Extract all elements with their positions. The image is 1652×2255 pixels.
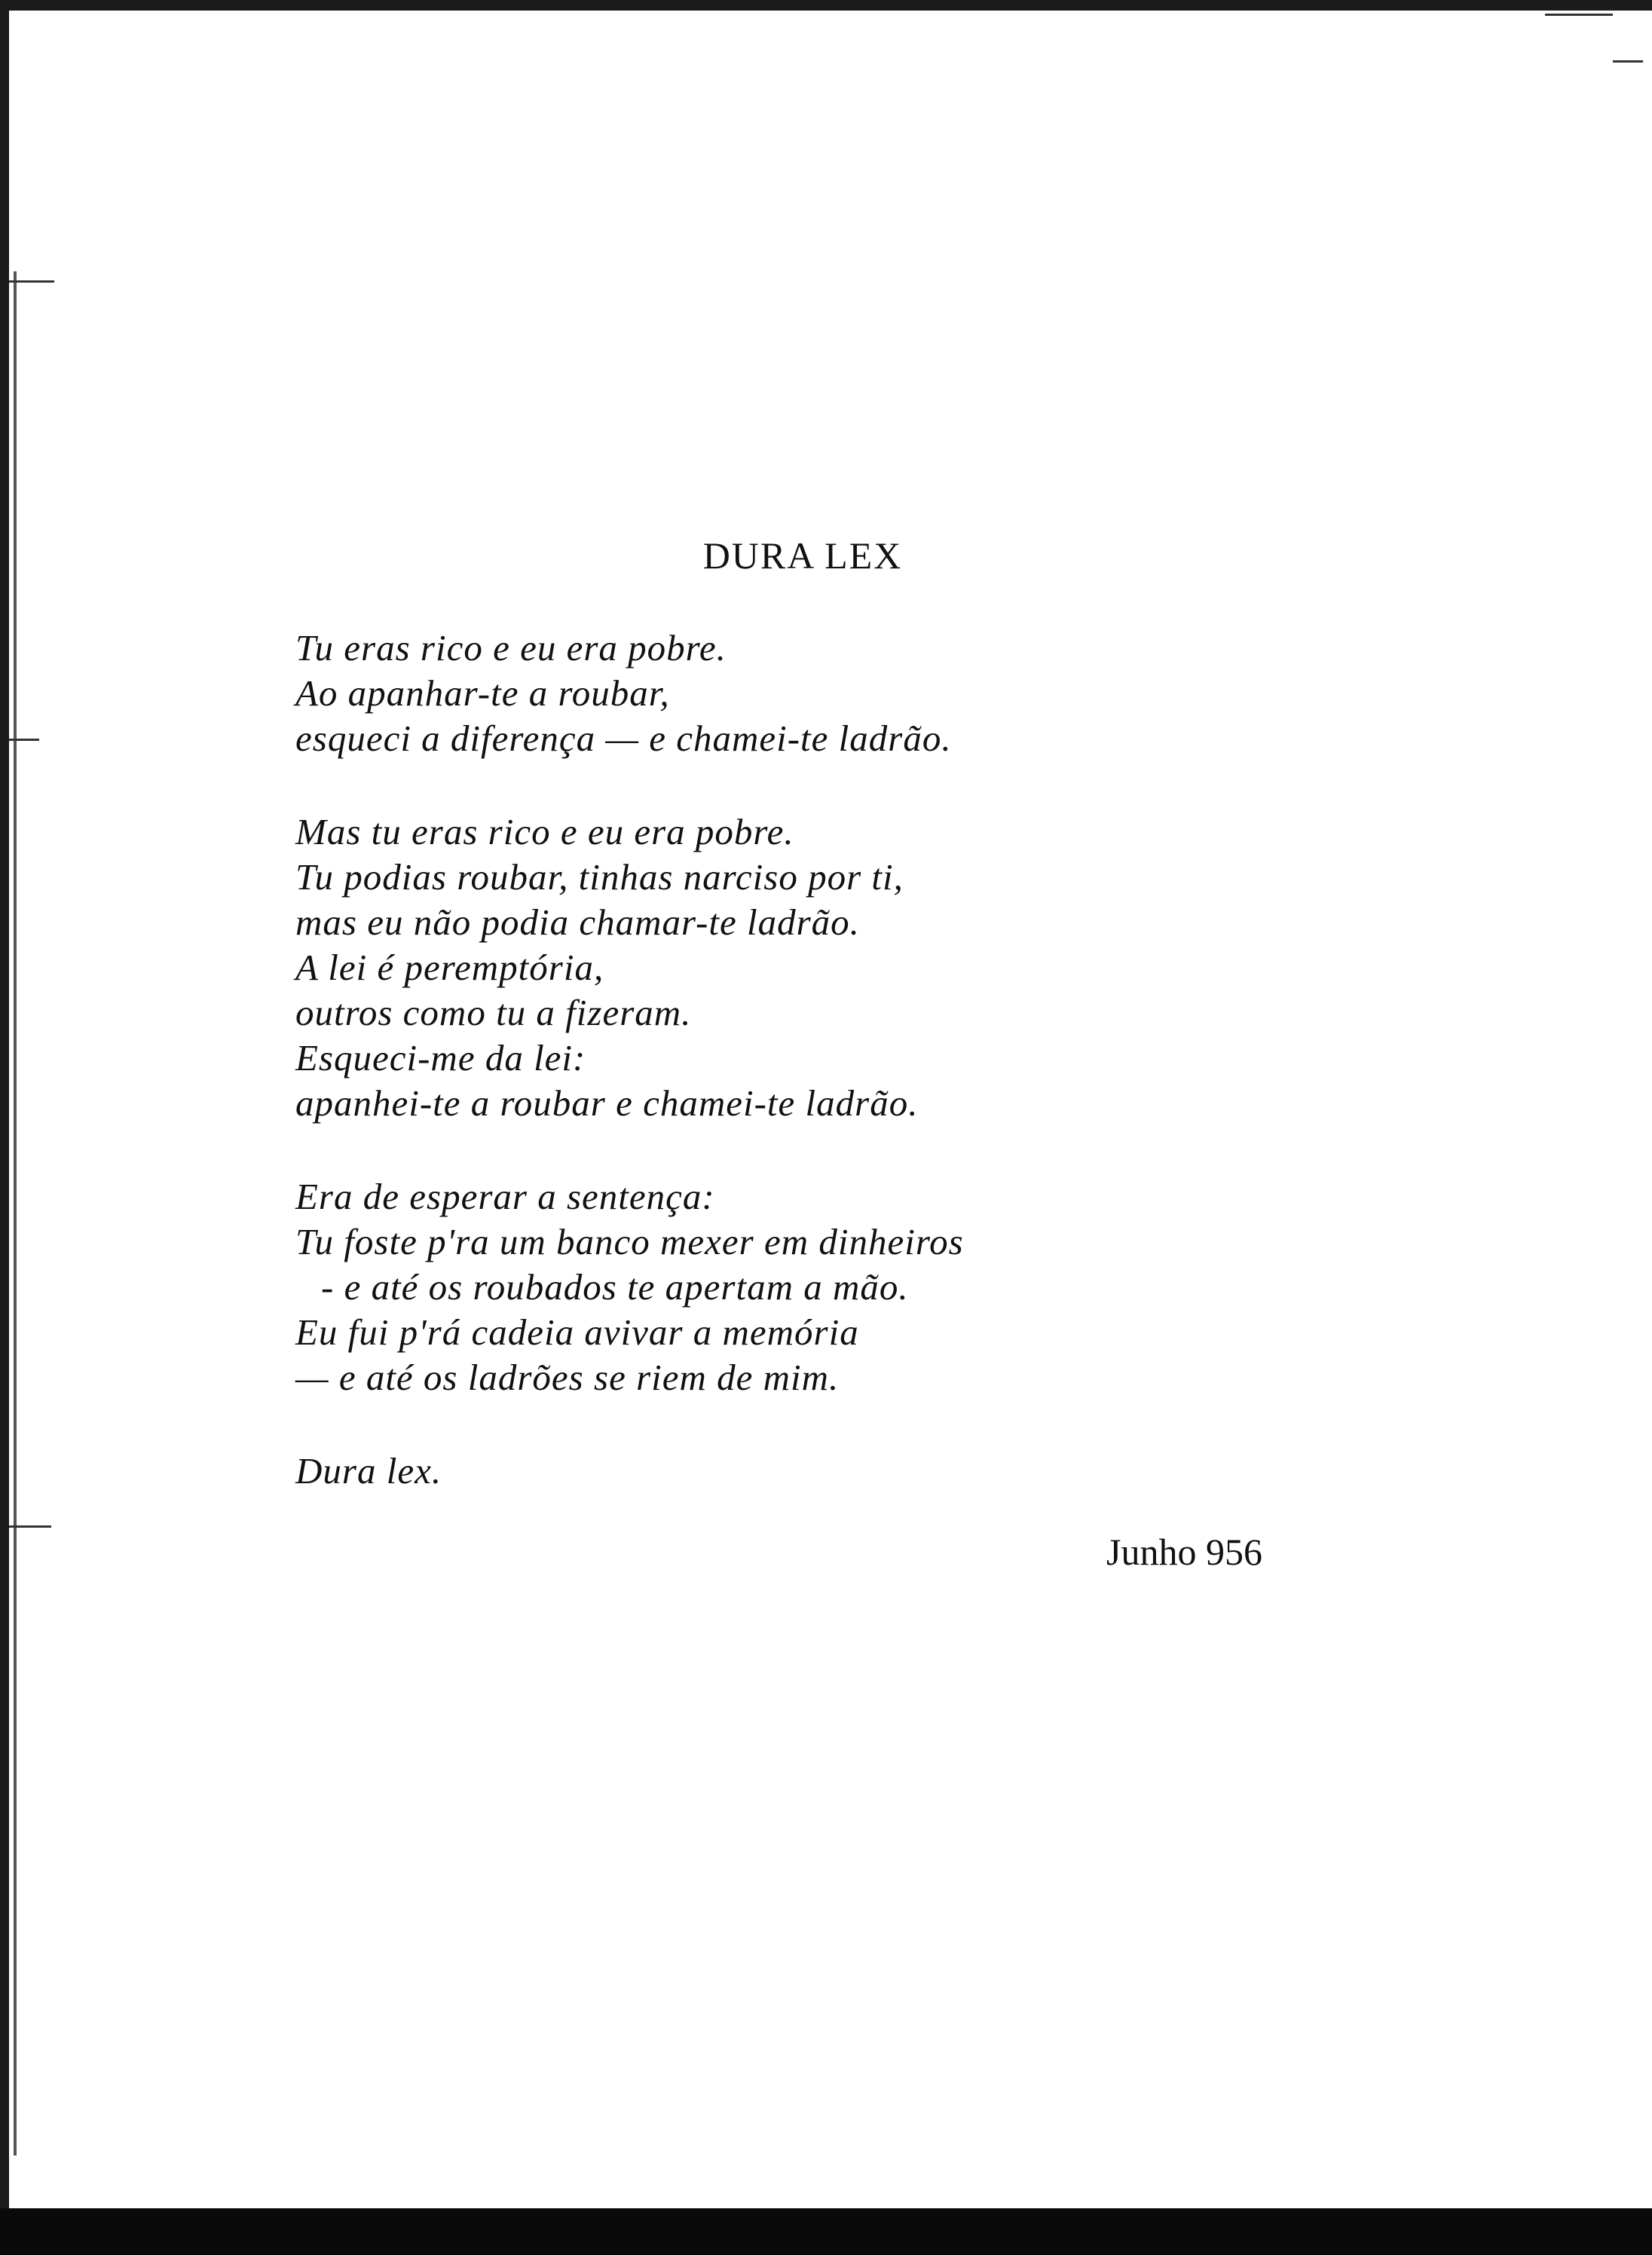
poem-line: Tu podias roubar, tinhas narciso por ti, [295,856,904,898]
stanza-1 [295,626,1539,761]
poem-line: esqueci a diferença — e chamei-te ladrão. [295,718,952,759]
poem-line: Esqueci-me da lei: [295,1037,586,1079]
stanza-2 [295,809,1539,1126]
poem-date: Junho 956 [1106,1531,1262,1573]
poem-line: Eu fui p'rá cadeia avivar a memória [295,1311,859,1353]
poem-title: DURA LEX [702,534,903,577]
poem-line: A lei é peremptória, [295,947,604,988]
poem-line: Dura lex. [295,1450,442,1492]
poem-line: Tu foste p'ra um banco mexer em dinheiros [295,1221,964,1262]
poem-line: Tu eras rico e eu era pobre. [295,627,727,669]
poem-line: Era de esperar a sentença: [295,1176,715,1217]
poem-line: — e até os ladrões se riem de mim. [295,1357,840,1398]
stanza-4 [295,1449,1539,1494]
poem-line: apanhei-te a roubar e chamei-te ladrão. [295,1082,919,1124]
poem-body [295,626,1539,1494]
poem-line: mas eu não podia chamar-te ladrão. [295,901,860,943]
poem-line: Mas tu eras rico e eu era pobre. [295,811,794,852]
stanza-3 [295,1174,1539,1400]
poem-line: Ao apanhar-te a roubar, [295,672,670,714]
poem-line: outros como tu a fizeram. [295,992,692,1033]
poem-line: - e até os roubados te apertam a mão. [321,1266,909,1308]
